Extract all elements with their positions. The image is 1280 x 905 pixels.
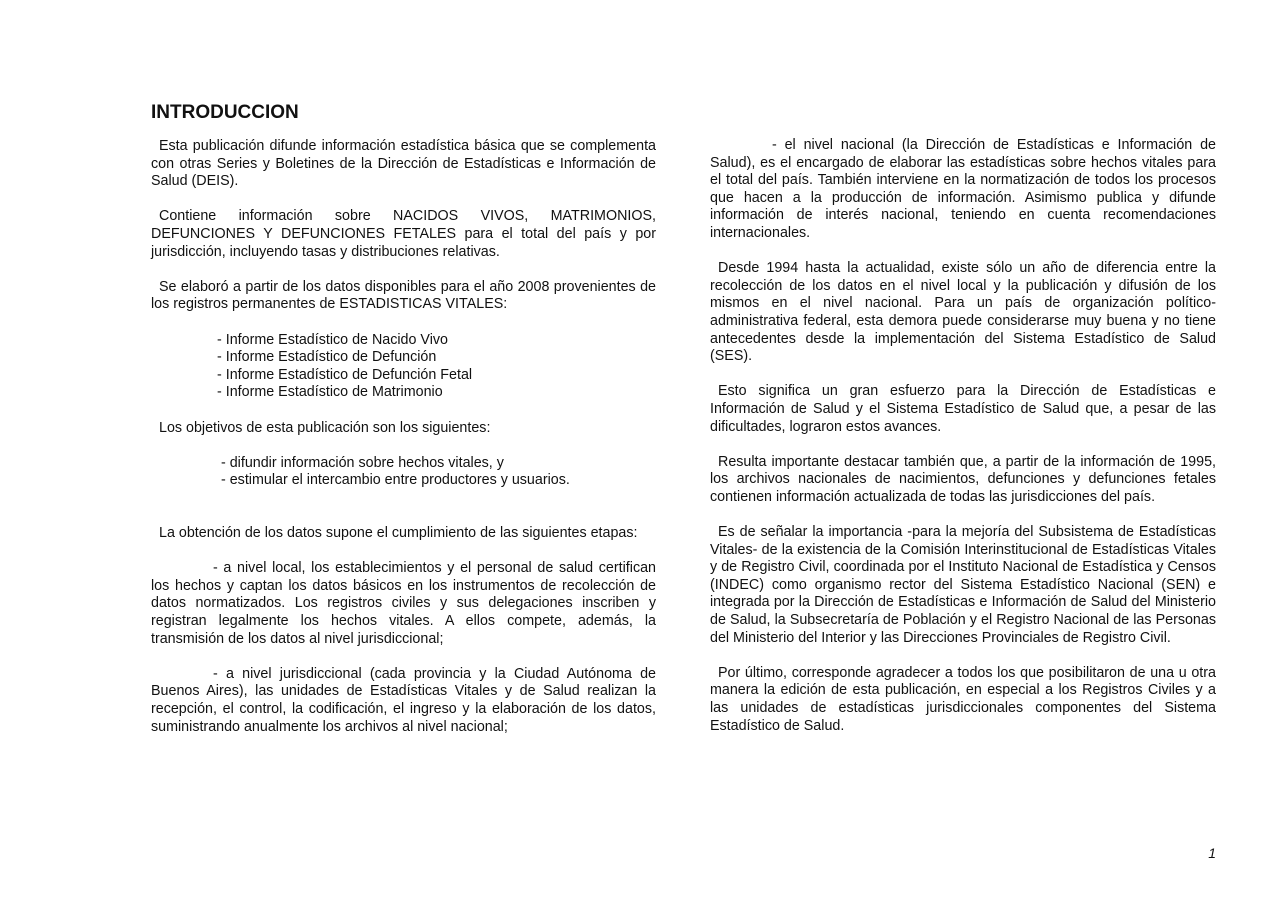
local-level-paragraph: - a nivel local, los establecimientos y el personal de salud certifican los hechos y captan los datos básicos en los instrumentos de recolección de datos normatizados. Los registros civiles y sus delegaciones inscriben y registran legalmente los hechos vitales. A ellos compete, además, la transmisión de los datos al nivel jurisdiccional; <box>151 560 656 647</box>
timeliness-paragraph: Desde 1994 hasta la actualidad, existe sólo un año de diferencia entre la recolección de los datos en el nivel local y la publicación y difusión de los mismos en el nivel nacional. Para un país de organización político-administrativa federal, esta demora puede considerarse muy buena y no tiene antecedentes desde la implementación del Sistema Estadístico de Salud (SES). <box>710 260 1216 365</box>
page-title: INTRODUCCION <box>151 102 299 123</box>
objectives-list <box>151 455 656 490</box>
files-paragraph: Resulta importante destacar también que, a partir de la información de 1995, los archivos nacionales de nacimientos, defunciones y defunciones fetales contienen información actualizada de todas las jurisdicciones del país. <box>710 453 1216 505</box>
spacer <box>151 507 656 525</box>
intro-paragraph: Esta publicación difunde información estadística básica que se complementa con otras Series y Boletines de la Dirección de Estadísticas e Información de Salud (DEIS). <box>151 138 656 190</box>
page-number: 1 <box>1208 845 1216 861</box>
list-item: - Informe Estadístico de Defunción <box>217 349 437 366</box>
list-item: - Informe Estadístico de Defunción Fetal <box>217 366 473 383</box>
acknowledgements-paragraph: Por último, corresponde agradecer a todos los que posibilitaron de una u otra manera la edición de esta publicación, en especial a los Registros Civiles y a las unidades de estadísticas jurisdiccionales componentes del Sistema Estadístico de Salud. <box>710 664 1216 734</box>
list-item: - estimular el intercambio entre productores y usuarios. <box>221 472 570 489</box>
effort-paragraph: Esto significa un gran esfuerzo para la Dirección de Estadísticas e Información de Salud y el Sistema Estadístico de Salud que, a pesar de las dificultades, lograron estos avances. <box>710 383 1216 435</box>
national-level-paragraph: - el nivel nacional (la Dirección de Estadísticas e Información de Salud), es el encargado de elaborar las estadísticas sobre hechos vitales para el total del país. También interviene en la normatización de todos los procesos que hacen a la producción de información. Asimismo publica y difunde información de interés nacional, teniendo en cuenta recomendaciones internacionales. <box>710 137 1216 241</box>
informes-list <box>151 332 656 402</box>
right-column <box>710 137 1216 753</box>
stages-paragraph: La obtención de los datos supone el cumplimiento de las siguientes etapas: <box>159 525 638 542</box>
content-paragraph: Contiene información sobre NACIDOS VIVOS, MATRIMONIOS, DEFUNCIONES Y DEFUNCIONES FETALES para el total del país y por jurisdicción, incluyendo tasas y distribuciones relativas. <box>151 208 656 260</box>
objectives-lead: Los objetivos de esta publicación son los siguientes: <box>159 419 491 436</box>
commission-paragraph: Es de señalar la importancia -para la mejoría del Subsistema de Estadísticas Vitales- de la existencia de la Comisión Interinstitucional de Estadísticas Vitales y de Registro Civil, coordinada por el Instituto Nacional de Estadística y Censos (INDEC) como organismo rector del Sistema Estadístico Nacional (SEN) e integrada por la Dirección de Estadísticas e Información de Salud del Ministerio de Salud, la Subsecretaría de Población y el Registro Nacional de las Personas del Ministerio del Interior y las Direcciones Provinciales de Registro Civil. <box>710 524 1216 646</box>
list-item: - difundir información sobre hechos vitales, y <box>221 454 504 471</box>
list-item: - Informe Estadístico de Nacido Vivo <box>217 331 448 348</box>
jurisdictional-level-paragraph: - a nivel jurisdiccional (cada provincia y la Ciudad Autónoma de Buenos Aires), las unidades de Estadísticas Vitales y de Salud realizan la recepción, el control, la codificación, el ingreso y la elaboración de los datos, suministrando anualmente los archivos al nivel nacional; <box>151 665 656 735</box>
left-column <box>151 101 656 754</box>
list-item: - Informe Estadístico de Matrimonio <box>217 384 443 401</box>
sources-paragraph: Se elaboró a partir de los datos disponibles para el año 2008 provenientes de los registros permanentes de ESTADISTICAS VITALES: <box>151 278 656 313</box>
